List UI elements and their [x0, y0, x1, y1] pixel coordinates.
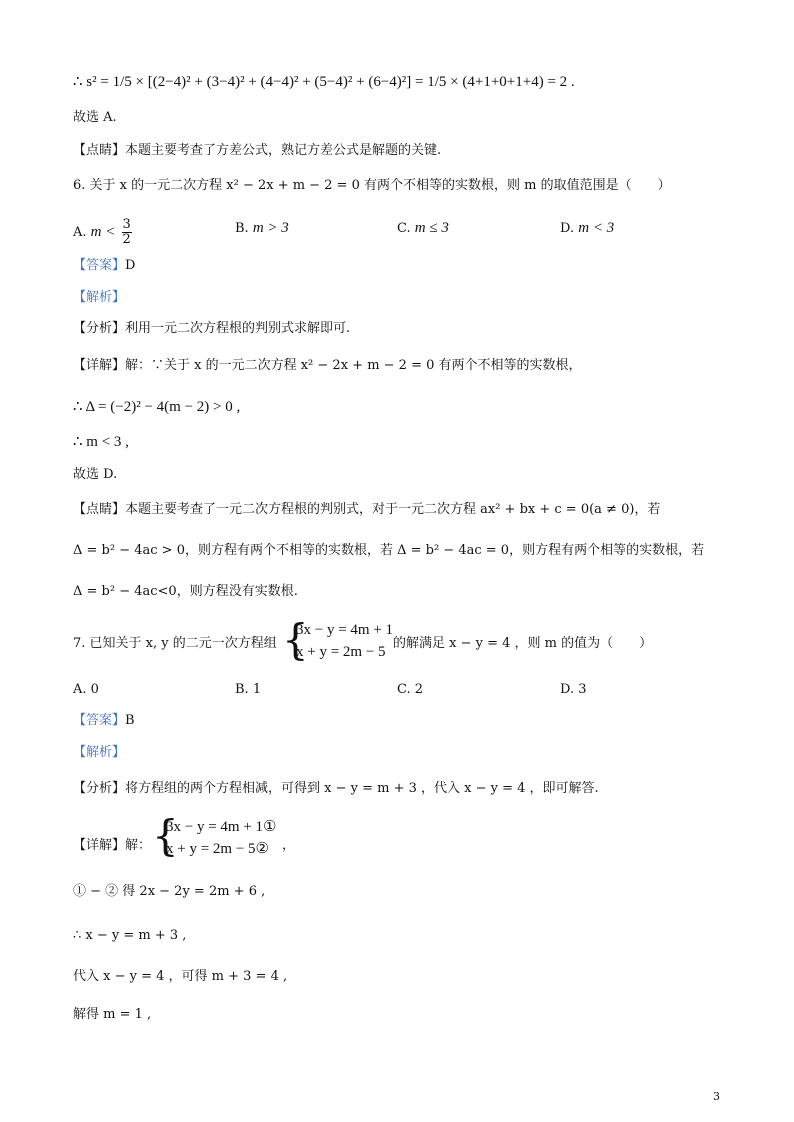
- choose-d: 故选 D.: [73, 467, 118, 482]
- q7-option-a: A. 0: [73, 682, 99, 697]
- page-number: 3: [713, 1090, 720, 1103]
- q7-option-c: C. 2: [397, 682, 424, 697]
- q7-step-1: ① − ② 得 2x − 2y = 2m + 6 ,: [73, 884, 266, 899]
- option-text: m < 3: [578, 220, 615, 236]
- answer-label: 【答案】: [73, 713, 126, 728]
- q7-equation-2: x + y = 2m − 5: [296, 644, 386, 660]
- q7-option-d: D. 3: [560, 682, 587, 697]
- q7-stem-post: 的解满足 x − y = 4 ，则 m 的值为（ ）: [393, 636, 653, 651]
- answer-value: B: [125, 713, 135, 728]
- q7-detail-equation-2: x + y = 2m − 5②: [166, 841, 269, 857]
- option-letter: B.: [235, 221, 249, 236]
- q7-step-4: 解得 m = 1 ,: [73, 1007, 152, 1022]
- q7-analysis-label: 【解析】: [73, 745, 126, 760]
- q6-stem: 6. 关于 x 的一元二次方程 x² − 2x + m − 2 = 0 有两个不相等的实数根，则 m 的取值范围是（ ）: [73, 178, 671, 193]
- q7-stem-pre: 7. 已知关于 x, y 的二元一次方程组: [73, 636, 277, 651]
- option-letter: A.: [73, 225, 87, 240]
- q6-detail: 【详解】解：∵关于 x 的一元二次方程 x² − 2x + m − 2 = 0 有两个不相等的实数根，: [73, 358, 582, 373]
- q6-comment-3: Δ = b² − 4ac<0，则方程没有实数根.: [73, 584, 298, 599]
- q7-analysis: 【分析】将方程组的两个方程相减，可得到 x − y = m + 3 ，代入 x − y = 4 ，即可解答.: [73, 781, 599, 796]
- q7-detail-equation-1: 3x − y = 4m + 1①: [166, 819, 277, 835]
- q7-option-b: B. 1: [235, 682, 262, 697]
- option-letter: D.: [560, 221, 575, 236]
- choose-a: 故选 A.: [73, 110, 117, 125]
- q7-answer: [73, 711, 135, 731]
- q6-comment-1: 【点睛】本题主要考查了一元二次方程根的判别式，对于一元二次方程 ax² + bx + c = 0(a ≠ 0)，若: [73, 502, 661, 517]
- answer-label: 【答案】: [73, 258, 126, 273]
- q7-brace: {: [282, 615, 309, 664]
- option-text: m > 3: [252, 220, 289, 236]
- q7-detail-post: ，: [282, 838, 296, 853]
- q6-option-c: [397, 218, 449, 239]
- numerator: 3: [122, 217, 131, 232]
- q6-delta: ∴ Δ = (−2)² − 4(m − 2) > 0 ,: [73, 399, 241, 415]
- q7-step-2: ∴ x − y = m + 3 ,: [73, 928, 187, 943]
- variance-formula: ∴ s² = 1/5 × [(2−4)² + (3−4)² + (4−4)² + (5−4)² + (6−4)²] = 1/5 × (4+1+0+1+4) = 2 .: [73, 74, 575, 90]
- q7-system: [296, 619, 393, 663]
- denominator: 2: [122, 232, 131, 247]
- q6-m-result: ∴ m < 3 ,: [73, 434, 129, 450]
- q7-step-3: 代入 x − y = 4 ，可得 m + 3 = 4 ,: [73, 969, 288, 984]
- comment-q5: 【点睛】本题主要考查了方差公式，熟记方差公式是解题的关键.: [73, 143, 442, 158]
- fraction: [122, 218, 132, 247]
- answer-value: D: [125, 258, 136, 273]
- q6-option-a: [73, 218, 134, 247]
- q6-option-b: [235, 218, 289, 239]
- q6-option-d: [560, 218, 614, 239]
- q7-equation-1: 3x − y = 4m + 1: [296, 622, 394, 638]
- q6-comment-2: Δ = b² − 4ac > 0，则方程有两个不相等的实数根，若 Δ = b² − 4ac = 0，则方程有两个相等的实数根，若: [73, 543, 705, 558]
- option-text: m ≤ 3: [414, 220, 449, 236]
- q6-answer: [73, 256, 135, 276]
- option-letter: C.: [397, 221, 411, 236]
- q7-detail-system: [166, 816, 277, 860]
- q7-detail-pre: 【详解】解：: [73, 838, 152, 853]
- q6-analysis: 【分析】利用一元二次方程根的判别式求解即可.: [73, 321, 351, 336]
- option-text: m <: [90, 224, 116, 240]
- q7-detail-brace: {: [152, 811, 179, 860]
- q6-analysis-label: 【解析】: [73, 290, 126, 305]
